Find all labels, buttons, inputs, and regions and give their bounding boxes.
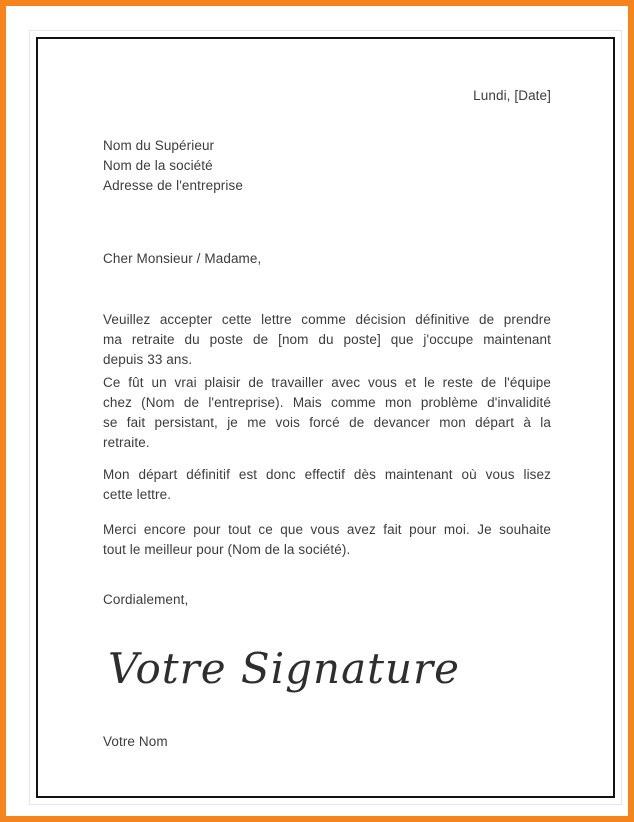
paragraph-line: Ce fût un vrai plaisir de travailler avec vous et le reste de l'équipe	[103, 375, 551, 390]
paragraph-line: se fait persistant, je me vois forcé de devancer mon départ à la	[103, 415, 551, 430]
salutation: Cher Monsieur / Madame,	[103, 251, 262, 266]
recipient-company: Nom de la société	[103, 158, 213, 173]
paragraph-line: Merci encore pour tout ce que vous avez fait pour moi. Je souhaite	[103, 522, 551, 537]
paragraph-line: Mon départ définitif est donc effectif dès maintenant où vous lisez	[103, 467, 551, 482]
paragraph-line: chez (Nom de l'entreprise). Mais comme mon problème d'invalidité	[103, 395, 551, 410]
paragraph-line: depuis 33 ans.	[103, 352, 193, 367]
closing: Cordialement,	[103, 592, 189, 607]
recipient-block	[103, 136, 551, 196]
recipient-address: Adresse de l'entreprise	[103, 178, 243, 193]
paragraph-retirement-decision	[103, 310, 551, 370]
date-line: Lundi, [Date]	[473, 88, 551, 103]
paragraph-effective-date	[103, 465, 551, 505]
recipient-name: Nom du Supérieur	[103, 138, 215, 153]
paragraph-thanks	[103, 520, 551, 560]
paragraph-line: cette lettre.	[103, 487, 172, 502]
paragraph-pleasure-working	[103, 373, 551, 453]
paragraph-line: retraite.	[103, 435, 150, 450]
paragraph-line: Veuillez accepter cette lettre comme décision définitive de prendre	[103, 312, 551, 327]
signature-script: Votre Signature	[108, 644, 460, 693]
paragraph-line: ma retraite du poste de [nom du poste] que j'occupe maintenant	[103, 332, 551, 347]
sender-name: Votre Nom	[103, 734, 168, 749]
letter-page	[36, 37, 615, 798]
paragraph-line: tout le meilleur pour (Nom de la société).	[103, 542, 351, 557]
